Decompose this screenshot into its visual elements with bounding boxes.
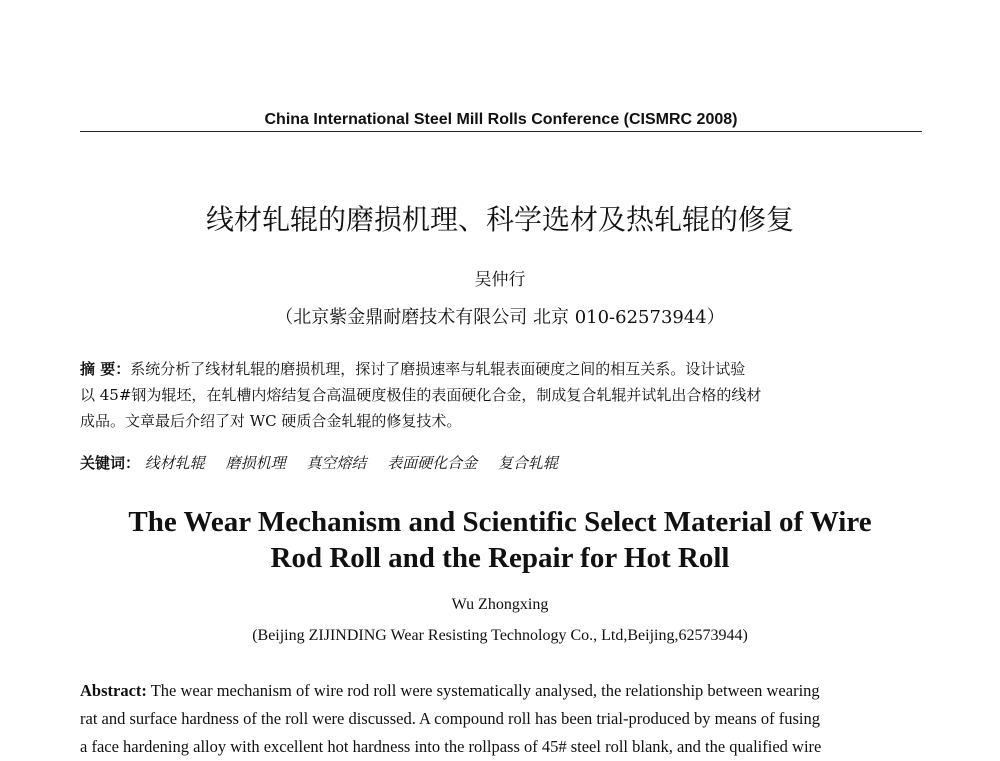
zh-abstract-text: 系统分析了线材轧辊的磨损机理，探讨了磨损速率与轧辊表面硬度之间的相互关系。设计试验 [130,360,746,378]
zh-abstract-label: 摘 要： [80,360,131,378]
en-abstract-line-1 [80,677,922,705]
zh-abstract [80,356,922,434]
zh-keywords-label: 关键词： [80,454,141,472]
keyword: 表面硬化合金 [387,454,478,472]
en-title-line-1: The Wear Mechanism and Scientific Select Material of Wire [128,506,872,538]
en-abstract-label: Abstract: [80,681,147,700]
en-paper-title [60,504,940,576]
conference-header: China International Steel Mill Rolls Conference (CISMRC 2008) [264,111,738,128]
zh-abstract-line-2: 以 45#钢为辊坯，在轧槽内熔结复合高温硬度极佳的表面硬化合金，制成复合轧辊并试轧出合格的线材 [80,386,762,404]
keyword: 磨损机理 [225,454,286,472]
zh-affiliation: （北京紫金鼎耐磨技术有限公司 北京 010-62573944） [275,307,725,328]
en-abstract-text: The wear mechanism of wire rod roll were systematically analysed, the relationship between wearing [146,681,820,700]
en-title-line-2: Rod Roll and the Repair for Hot Roll [270,542,730,574]
en-affiliation: (Beijing ZIJINDING Wear Resisting Technology Co., Ltd,Beijing,62573944) [252,627,748,644]
zh-abstract-line-1 [80,356,922,382]
keyword: 真空熔结 [306,454,367,472]
zh-author: 吴仲行 [474,270,526,290]
zh-paper-title: 线材轧辊的磨损机理、科学选材及热轧辊的修复 [205,203,794,236]
en-abstract-line-2: rat and surface hardness of the roll were discussed. A compound roll has been trial-produced by means of fusing [80,709,820,728]
header-divider [80,131,922,132]
keyword: 线材轧辊 [144,454,205,472]
en-abstract [80,677,922,761]
keyword: 复合轧辊 [497,454,558,472]
en-author: Wu Zhongxing [451,596,549,613]
zh-keywords [80,452,922,473]
en-abstract-line-3: a face hardening alloy with excellent hot hardness into the rollpass of 45# steel roll blank, and the qualified wire [80,737,822,756]
zh-abstract-line-3: 成品。文章最后介绍了对 WC 硬质合金轧辊的修复技术。 [80,412,462,430]
